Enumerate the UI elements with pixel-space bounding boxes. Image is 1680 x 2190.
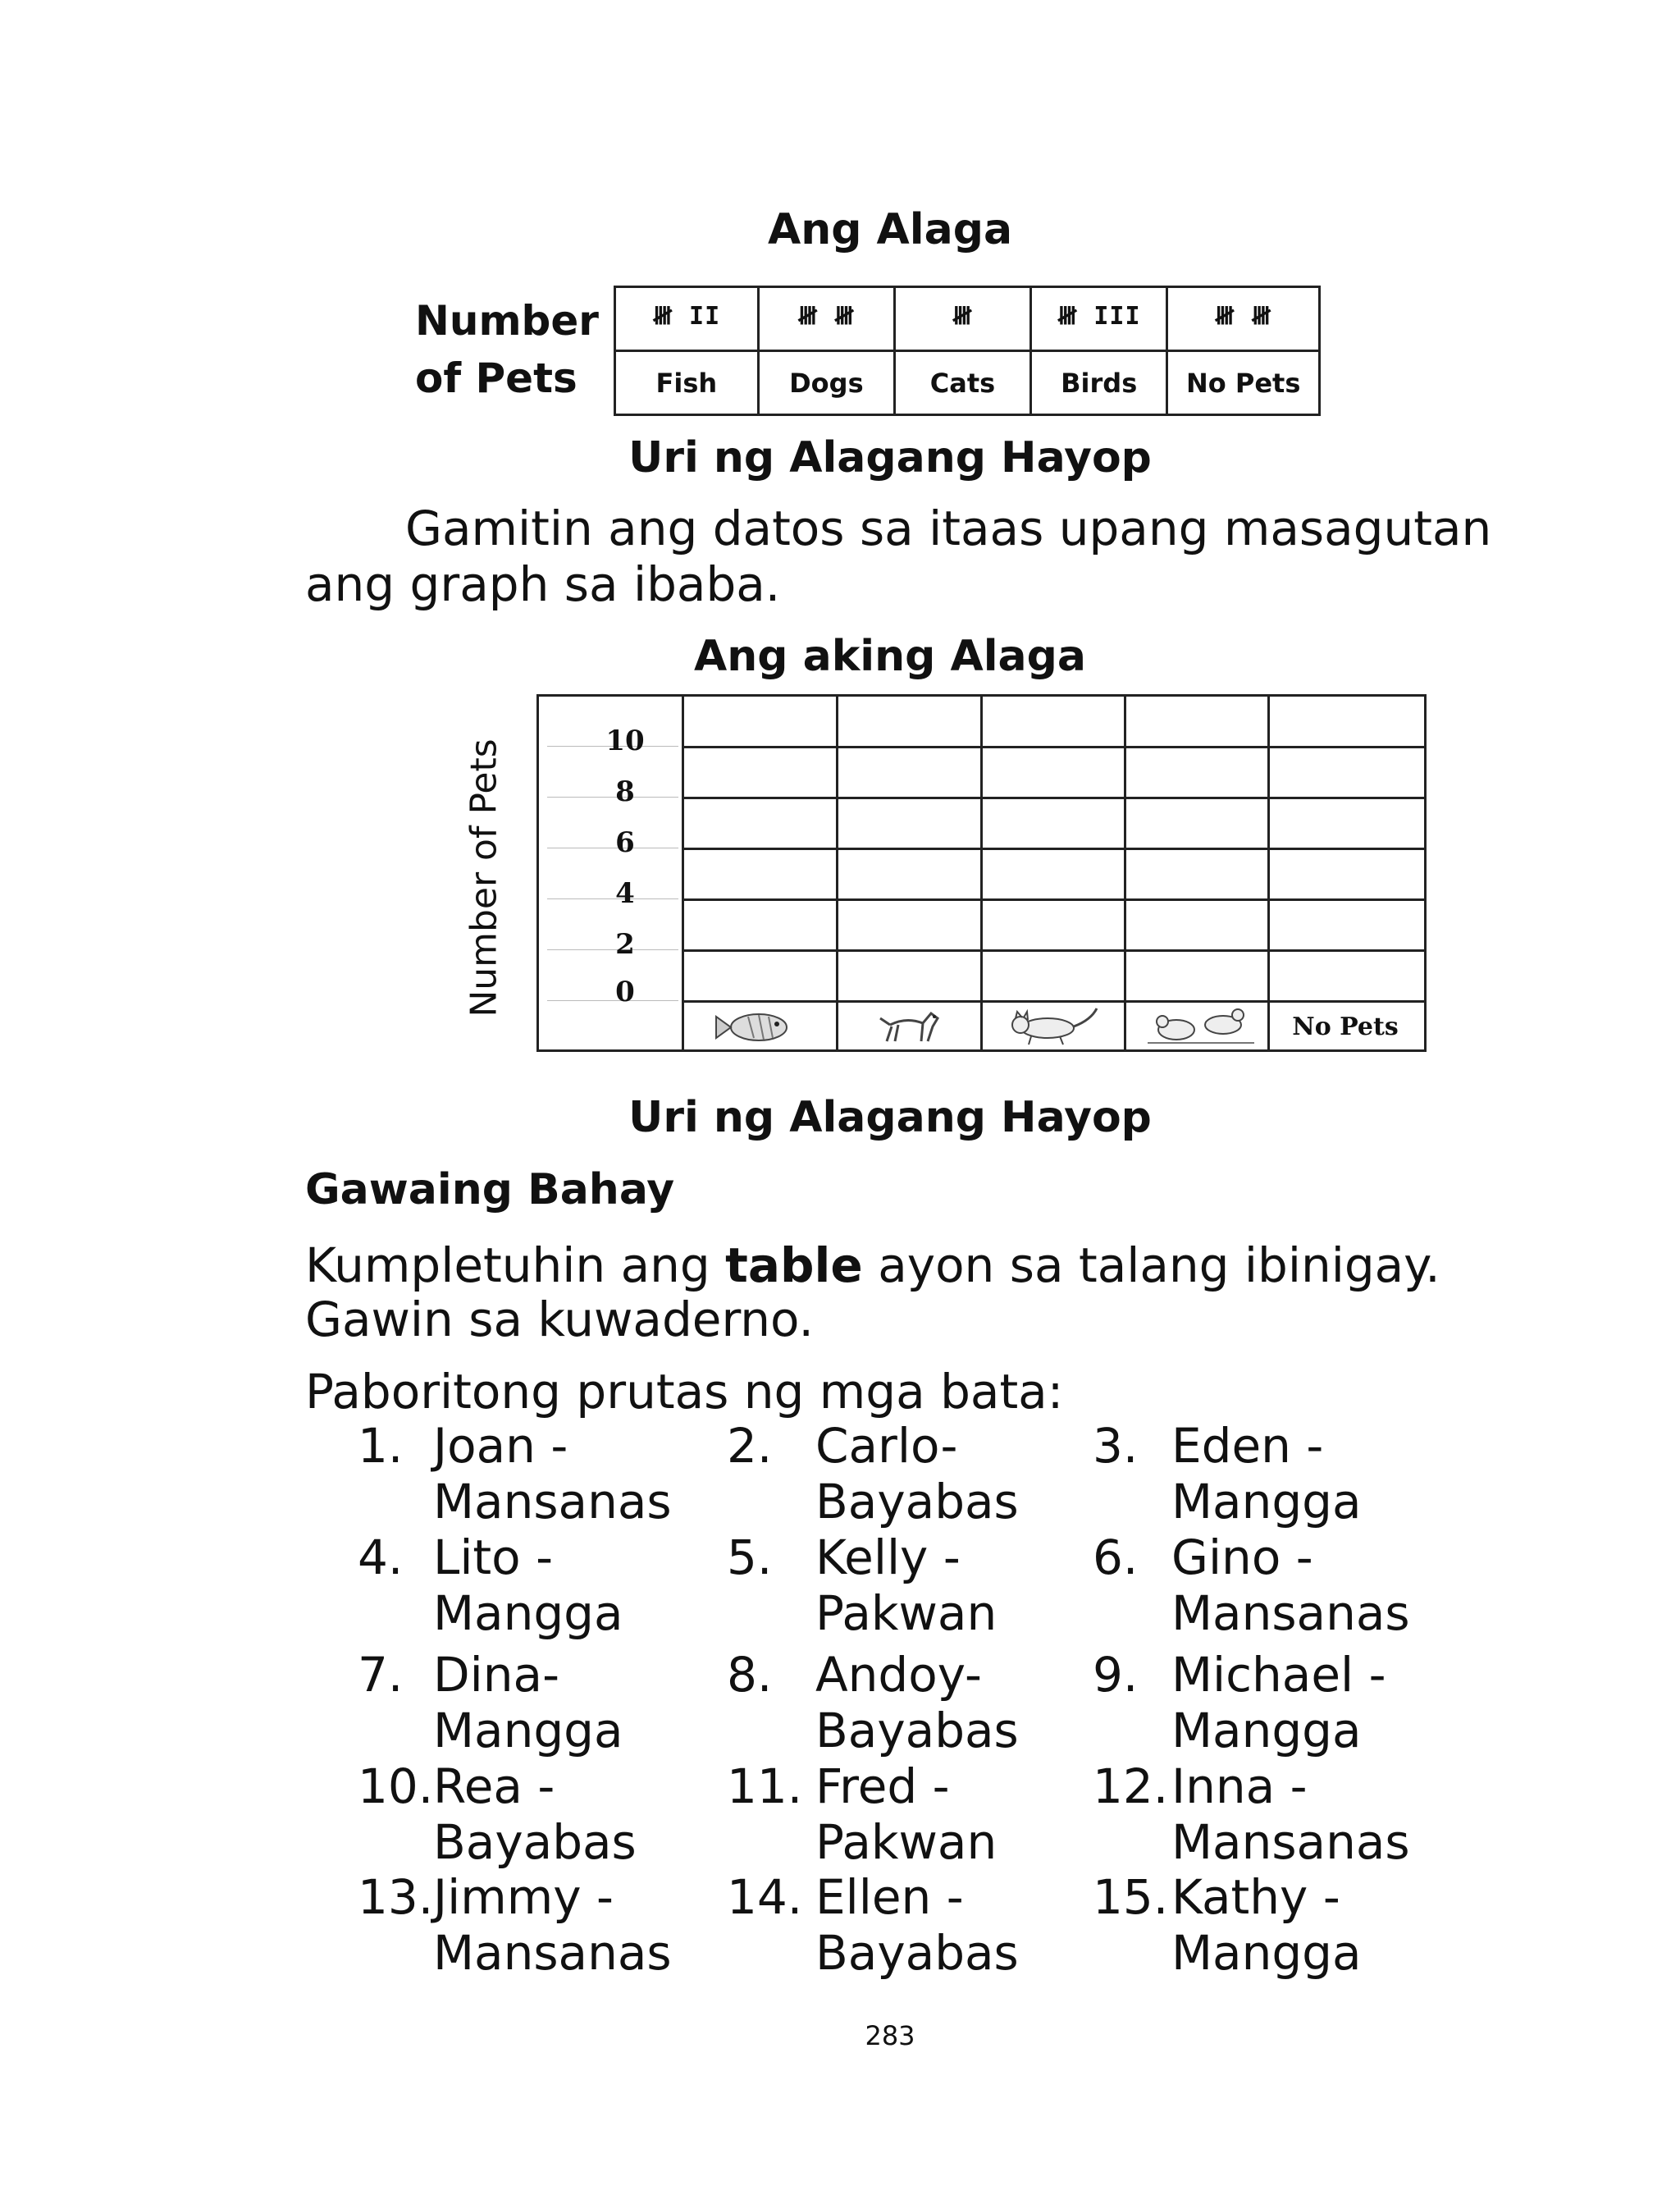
y-tick-label: 8 — [615, 775, 635, 808]
list-item-fruit: Bayabas — [815, 1703, 1019, 1758]
y-tick-label: 4 — [615, 877, 635, 910]
page-number: 283 — [865, 2020, 915, 2051]
grid-line — [682, 949, 1424, 952]
dog-icon — [874, 1000, 947, 1049]
tally-label-fish: Fish — [615, 351, 759, 415]
list-item-fruit: Mangga — [433, 1703, 623, 1758]
list-item-number: 8. — [727, 1647, 773, 1703]
instruction-line1: Gamitin ang datos sa itaas upang masagutan — [405, 501, 1492, 556]
y-tick-label: 2 — [615, 928, 635, 961]
list-item-fruit: Mansanas — [433, 1925, 672, 1981]
list-item-number: 7. — [358, 1647, 404, 1703]
list-item-name: Michael - — [1171, 1647, 1386, 1703]
tally-label-birds: Birds — [1031, 351, 1167, 415]
grid-line — [682, 848, 1424, 850]
homework-instruction-line1 — [305, 1237, 1440, 1293]
y-axis-label: Number of Pets — [463, 738, 505, 1017]
list-item-name: Dina- — [433, 1647, 560, 1703]
list-item-name: Rea - — [433, 1758, 555, 1814]
y-tick-label: 10 — [605, 725, 645, 757]
list-item-name: Kathy - — [1171, 1869, 1340, 1925]
list-item-name: Lito - — [433, 1529, 554, 1585]
list-item-name: Inna - — [1171, 1758, 1308, 1814]
list-item-fruit: Mangga — [1171, 1925, 1362, 1981]
list-item-fruit: Bayabas — [433, 1814, 637, 1870]
list-item-fruit: Mansanas — [1171, 1814, 1410, 1870]
grid-line — [980, 697, 983, 1049]
grid-line — [1267, 697, 1270, 1049]
list-item-name: Kelly - — [815, 1529, 961, 1585]
list-item-name: Carlo- — [815, 1418, 958, 1474]
tally-label-dogs: Dogs — [758, 351, 894, 415]
list-item-fruit: Bayabas — [815, 1474, 1019, 1529]
row-label-line1: Number — [415, 297, 599, 345]
list-intro: Paboritong prutas ng mga bata: — [305, 1364, 1064, 1420]
list-item-name: Eden - — [1171, 1418, 1324, 1474]
list-item-number: 10. — [358, 1758, 434, 1814]
tally-caption: Uri ng Alagang Hayop — [628, 433, 1152, 482]
list-item-fruit: Mangga — [1171, 1703, 1362, 1758]
tally-title: Ang Alaga — [767, 205, 1013, 254]
list-item-number: 1. — [358, 1418, 404, 1474]
list-item-number: 3. — [1093, 1418, 1139, 1474]
list-item-number: 13. — [358, 1869, 434, 1925]
category-label-no-pets: No Pets — [1292, 1013, 1399, 1041]
y-tick-label: 0 — [615, 976, 635, 1008]
list-item-fruit: Pakwan — [815, 1585, 998, 1641]
y-tick-label: 6 — [615, 826, 635, 859]
list-item-name: Joan - — [433, 1418, 568, 1474]
list-item-number: 9. — [1093, 1647, 1139, 1703]
list-item-name: Fred - — [815, 1758, 950, 1814]
list-item-name: Andoy- — [815, 1647, 982, 1703]
homework-text: Kumpletuhin ang — [305, 1237, 726, 1293]
list-item-fruit: Pakwan — [815, 1814, 998, 1870]
homework-text: ayon sa talang ibinigay. — [862, 1237, 1440, 1293]
list-item-name: Jimmy - — [433, 1869, 614, 1925]
homework-instruction-line2: Gawin sa kuwaderno. — [305, 1292, 814, 1347]
instruction-line2: ang graph sa ibaba. — [305, 556, 781, 612]
tally-marks-fish: 𝍸 II — [615, 287, 759, 351]
list-item-fruit: Bayabas — [815, 1925, 1019, 1981]
homework-text-bold: table — [725, 1237, 863, 1293]
list-item-number: 4. — [358, 1529, 404, 1585]
tally-marks-dogs: 𝍸 𝍸 — [758, 287, 894, 351]
list-item-number: 12. — [1093, 1758, 1169, 1814]
tally-marks-no-pets: 𝍸 𝍸 — [1167, 287, 1320, 351]
list-item-fruit: Mangga — [1171, 1474, 1362, 1529]
list-item-fruit: Mansanas — [1171, 1585, 1410, 1641]
list-item-fruit: Mangga — [433, 1585, 623, 1641]
tally-table — [614, 286, 1321, 416]
list-item-name: Ellen - — [815, 1869, 964, 1925]
list-item-number: 14. — [727, 1869, 803, 1925]
graph-title: Ang aking Alaga — [694, 632, 1086, 681]
list-item-number: 15. — [1093, 1869, 1169, 1925]
birds-icon — [1148, 1000, 1254, 1049]
grid-line — [682, 746, 1424, 748]
grid-line — [682, 797, 1424, 799]
list-item-number: 6. — [1093, 1529, 1139, 1585]
list-item-number: 11. — [727, 1758, 803, 1814]
grid-line — [682, 898, 1424, 901]
homework-heading: Gawaing Bahay — [305, 1165, 675, 1214]
cat-icon — [1002, 1002, 1105, 1048]
graph-caption: Uri ng Alagang Hayop — [628, 1093, 1152, 1142]
fish-icon — [711, 1007, 801, 1048]
tally-label-cats: Cats — [895, 351, 1031, 415]
list-item-name: Gino - — [1171, 1529, 1313, 1585]
tally-marks-birds: 𝍸 III — [1031, 287, 1167, 351]
tally-label-no-pets: No Pets — [1167, 351, 1320, 415]
list-item-number: 5. — [727, 1529, 773, 1585]
grid-line — [1124, 697, 1126, 1049]
grid-line — [682, 697, 684, 1049]
bar-graph-grid — [536, 694, 1427, 1052]
list-item-fruit: Mansanas — [433, 1474, 672, 1529]
tally-marks-cats: 𝍸 — [895, 287, 1031, 351]
row-label-line2: of Pets — [415, 354, 578, 402]
list-item-number: 2. — [727, 1418, 773, 1474]
grid-line — [836, 697, 838, 1049]
